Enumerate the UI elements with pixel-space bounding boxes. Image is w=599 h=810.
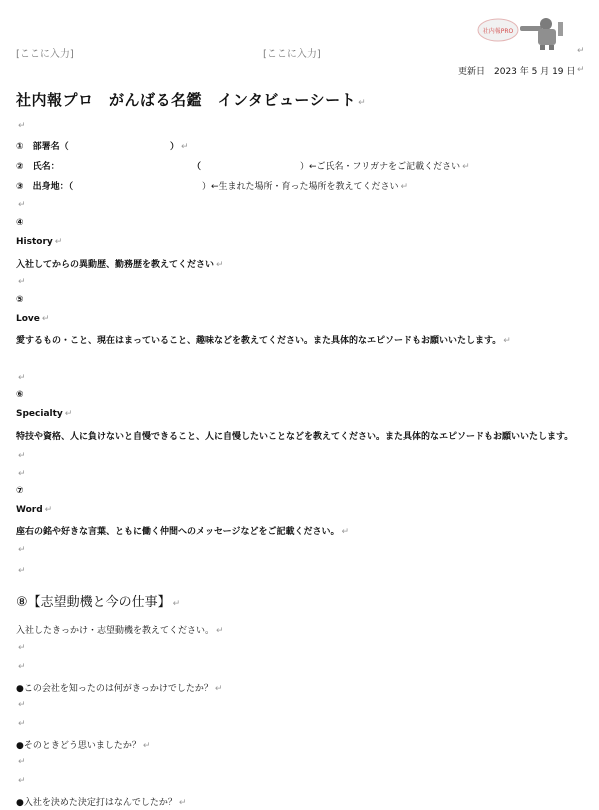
paragraph-mark: ↵ bbox=[216, 260, 224, 270]
paragraph-mark: ↵ bbox=[358, 98, 367, 108]
section7-heading bbox=[16, 505, 52, 515]
paragraph-mark: ↵ bbox=[18, 545, 26, 555]
paragraph-mark: ↵ bbox=[18, 662, 26, 672]
title-text: 社内報プロ がんばる名鑑 インタビューシート bbox=[16, 91, 357, 109]
paragraph-mark: ↵ bbox=[41, 314, 50, 324]
paragraph-mark: ↵ bbox=[54, 237, 63, 247]
logo-text: 社内報PRO bbox=[482, 28, 514, 35]
header-placeholder-center[interactable]: [ここに入力] bbox=[263, 49, 321, 60]
item-name bbox=[16, 159, 60, 172]
name-paren-open: （ bbox=[192, 162, 202, 172]
section8-intro bbox=[16, 623, 224, 636]
document-title bbox=[16, 89, 366, 110]
section8-question3 bbox=[16, 795, 186, 808]
paragraph-mark: ↵ bbox=[214, 684, 223, 694]
question-deciding-factor: ●入社を決めた決定打はなんでしたか？ bbox=[16, 798, 177, 808]
item-department bbox=[16, 139, 69, 152]
section7-question bbox=[16, 524, 349, 537]
updated-date: 更新日 2023 年 5 月 19 日 bbox=[458, 67, 576, 77]
department-close-text: ） bbox=[170, 142, 180, 152]
section4-heading bbox=[16, 237, 62, 247]
birthplace-label: ③ 出身地：（ bbox=[16, 182, 74, 192]
motivation-intro: 入社したきっかけ・志望動機を教えてください。 bbox=[16, 626, 215, 636]
section7-number: ⑦ bbox=[16, 486, 24, 496]
paragraph-mark: ↵ bbox=[44, 505, 53, 515]
paragraph-mark: ↵ bbox=[18, 373, 26, 383]
section5-number: ⑤ bbox=[16, 295, 24, 305]
paragraph-mark: ↵ bbox=[181, 142, 189, 152]
paragraph-mark: ↵ bbox=[577, 65, 585, 75]
name-note-text: ）←ご氏名・フリガナをご記載ください bbox=[300, 162, 461, 172]
section5-heading bbox=[16, 314, 49, 324]
header-placeholder-left[interactable]: [ここに入力] bbox=[16, 49, 74, 60]
paragraph-mark: ↵ bbox=[18, 643, 26, 653]
section5-question bbox=[16, 332, 576, 351]
paragraph-mark: ↵ bbox=[172, 599, 181, 609]
name-note bbox=[300, 159, 470, 172]
name-label: ② 氏名： bbox=[16, 162, 60, 172]
section8-title bbox=[16, 591, 180, 610]
company-logo bbox=[474, 12, 570, 52]
history-heading: History bbox=[16, 237, 53, 247]
paragraph-mark: ↵ bbox=[18, 700, 26, 710]
paragraph-mark: ↵ bbox=[18, 121, 26, 131]
paragraph-mark: ↵ bbox=[18, 469, 26, 479]
paragraph-mark: ↵ bbox=[178, 798, 187, 808]
section8-question1 bbox=[16, 681, 222, 694]
paragraph-mark: ↵ bbox=[18, 719, 26, 729]
word-question: 座右の銘や好きな言葉、ともに働く仲間へのメッセージなどをご記載ください。 bbox=[16, 527, 340, 537]
paragraph-mark: ↵ bbox=[18, 277, 26, 287]
paragraph-mark: ↵ bbox=[462, 162, 470, 172]
paragraph-mark: ↵ bbox=[503, 336, 511, 346]
paragraph-mark: ↵ bbox=[18, 776, 26, 786]
specialty-question: 特技や資格、人に負けないと自慢できること、人に自慢したいことなどを教えてください。また具体的なエピソードもお願いいたします。 bbox=[16, 432, 574, 442]
paragraph-mark: ↵ bbox=[142, 741, 151, 751]
question-impression: ●そのときどう思いましたか？ bbox=[16, 741, 141, 751]
section6-question bbox=[16, 428, 576, 466]
question-how-found: ●この会社を知ったのは何がきっかけでしたか？ bbox=[16, 684, 213, 694]
paragraph-mark: ↵ bbox=[18, 757, 26, 767]
motivation-title: ⑧【志望動機と今の仕事】 bbox=[16, 595, 171, 610]
paragraph-mark: ↵ bbox=[341, 527, 350, 537]
section4-question bbox=[16, 257, 224, 270]
birthplace-note-text: ）←生まれた場所・育った場所を教えてください bbox=[202, 182, 399, 192]
section6-number: ⑥ bbox=[16, 390, 24, 400]
love-question: 愛するもの・こと、現在はまっていること、趣味などを教えてください。また具体的なエピソードもお願いいたします。 bbox=[16, 336, 502, 346]
paragraph-mark: ↵ bbox=[400, 182, 409, 192]
department-label: ① 部署名（ bbox=[16, 142, 69, 152]
birthplace-note bbox=[202, 179, 408, 192]
specialty-heading: Specialty bbox=[16, 409, 63, 419]
paragraph-mark: ↵ bbox=[577, 46, 585, 56]
love-heading: Love bbox=[16, 314, 40, 324]
paragraph-mark: ↵ bbox=[18, 451, 26, 461]
section8-question2 bbox=[16, 738, 150, 751]
paragraph-mark: ↵ bbox=[216, 626, 224, 636]
item-birthplace bbox=[16, 179, 73, 192]
department-close bbox=[170, 139, 189, 152]
history-question: 入社してからの異動歴、勤務歴を教えてください bbox=[16, 260, 215, 270]
paragraph-mark: ↵ bbox=[18, 566, 26, 576]
section6-heading bbox=[16, 409, 72, 419]
section4-number: ④ bbox=[16, 218, 24, 228]
paragraph-mark: ↵ bbox=[64, 409, 73, 419]
word-heading: Word bbox=[16, 505, 43, 515]
paragraph-mark: ↵ bbox=[18, 200, 26, 210]
